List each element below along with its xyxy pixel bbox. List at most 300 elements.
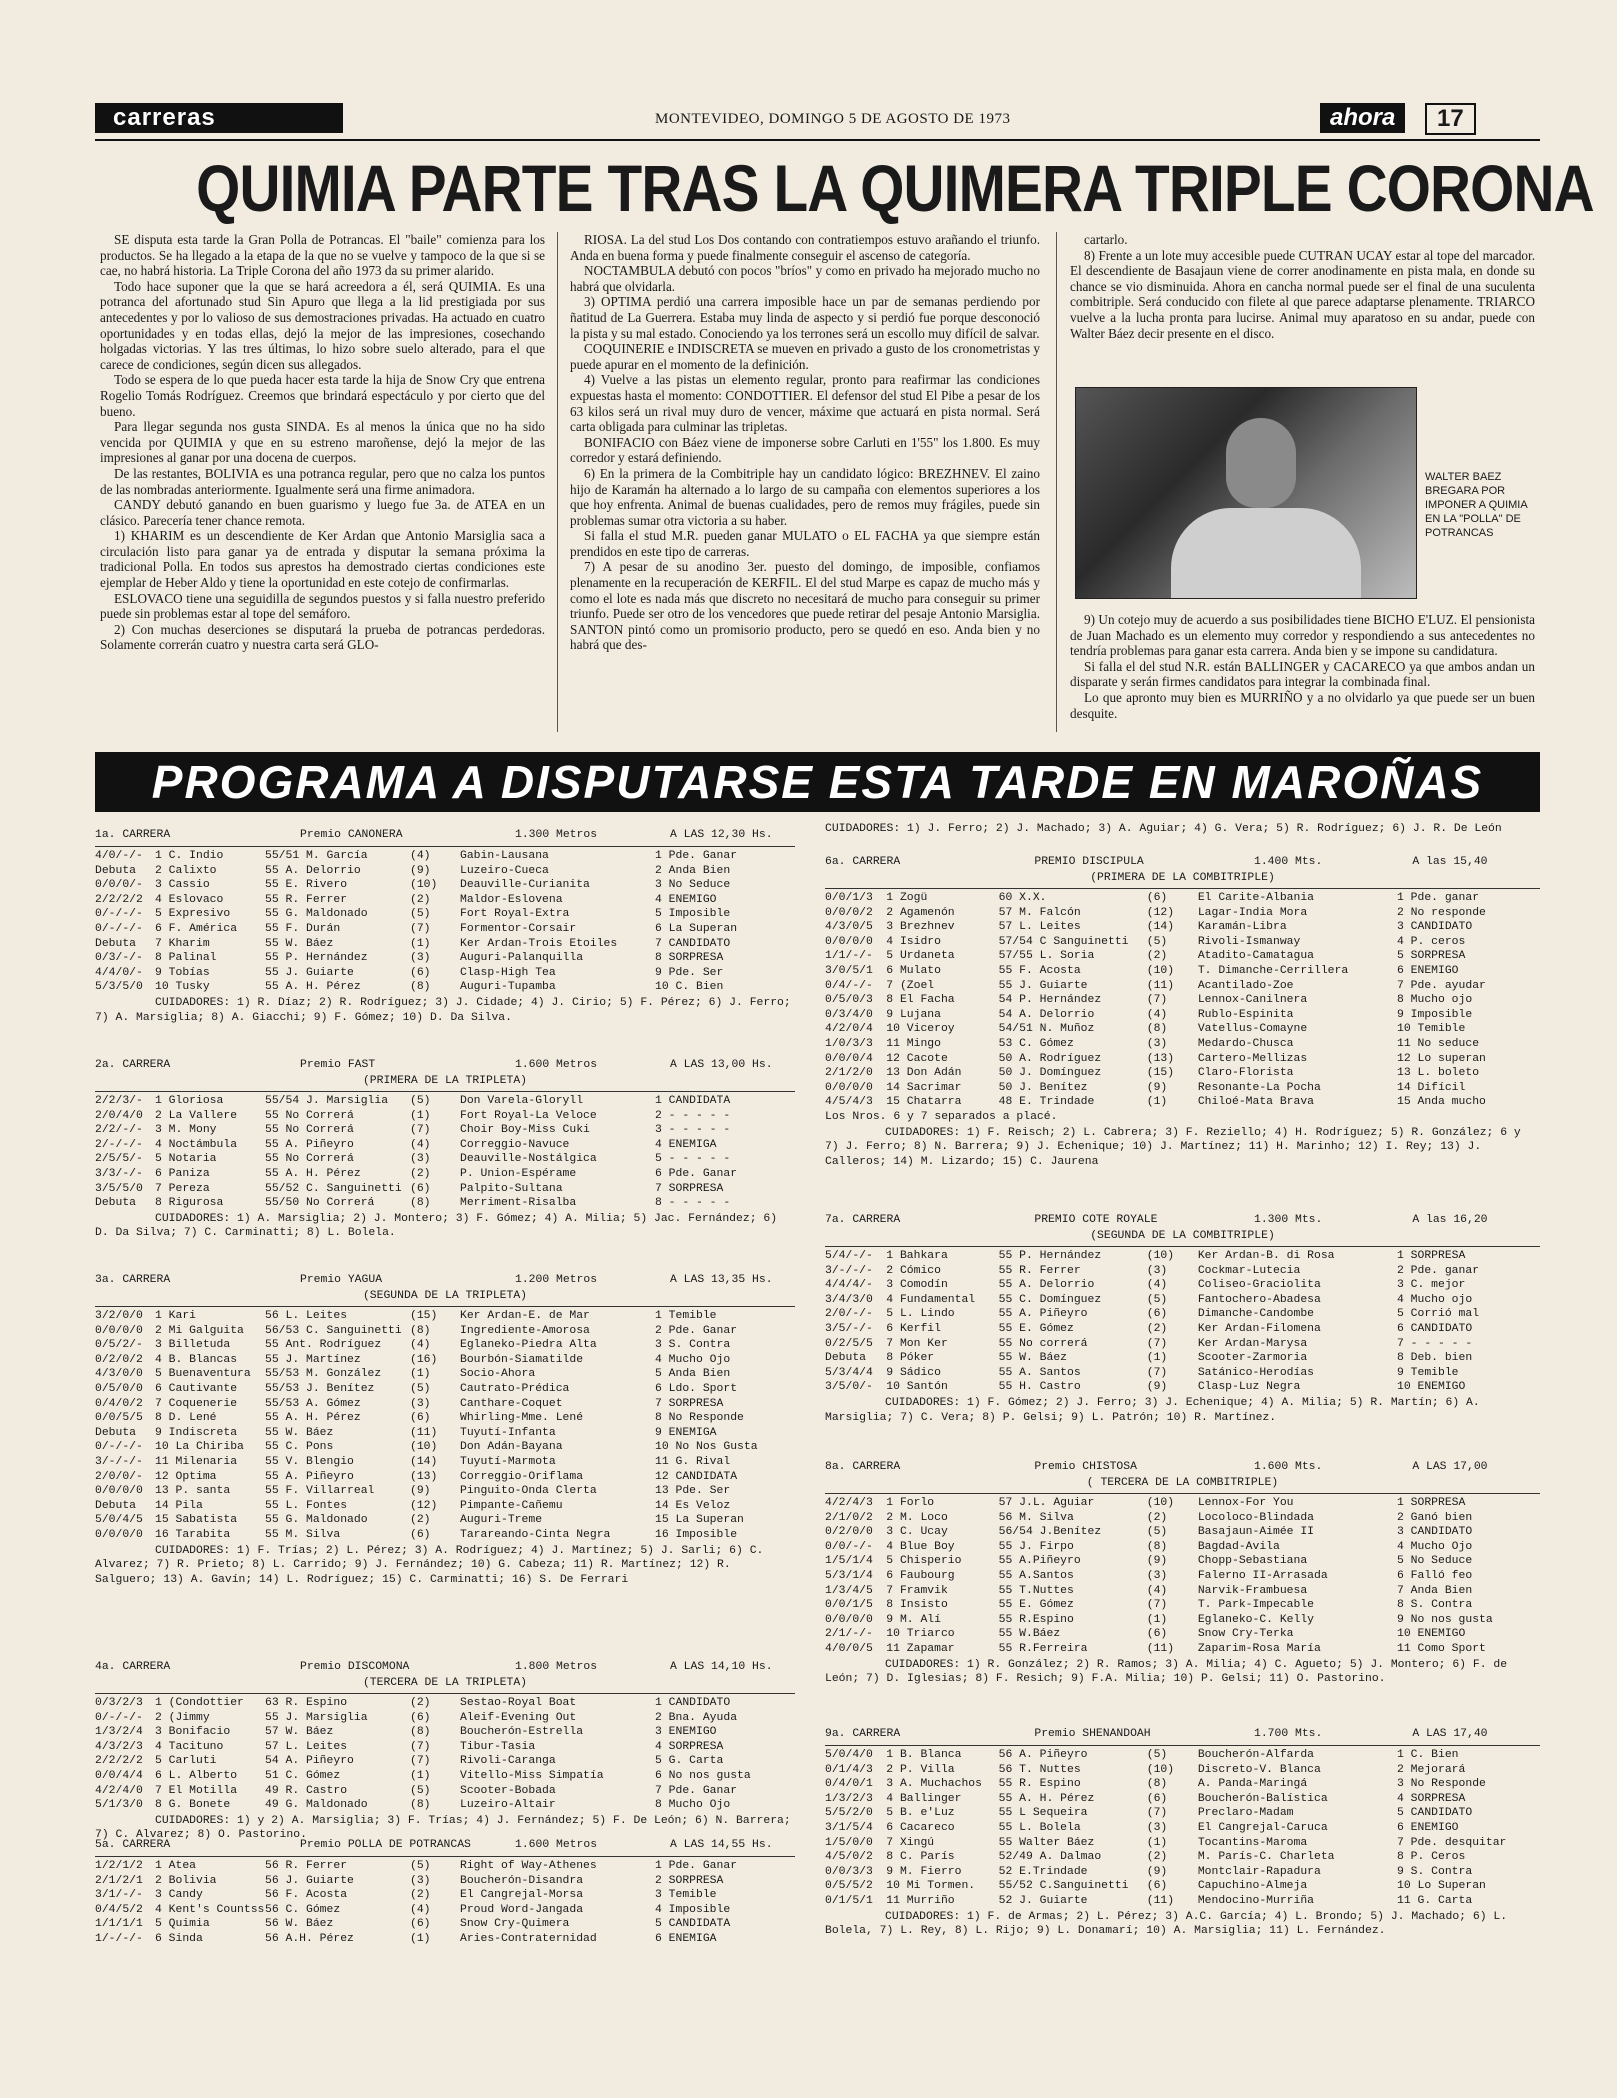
entry-row	[825, 891, 1540, 906]
entry-forecast: 2 Pde. Ganar	[655, 1324, 738, 1337]
race-rule	[825, 1246, 1540, 1247]
race-distance: 1.700 Mts.	[1254, 1728, 1323, 1740]
entry-gate: (8)	[410, 1324, 431, 1337]
column-divider	[1056, 232, 1057, 732]
entry-row	[95, 1528, 795, 1543]
entry-jockey: 56 M. Silva	[998, 1511, 1074, 1524]
entry-gate: (4)	[1146, 1008, 1168, 1021]
entry-horse: 11 Milenaria	[155, 1455, 238, 1468]
entry-forecast: 4 SORPRESA	[1397, 1792, 1466, 1805]
entry-gate: (5)	[410, 908, 431, 921]
entry-jockey: 55 H. Castro	[998, 1381, 1081, 1394]
entry-form: Debuta	[825, 1352, 867, 1365]
entry-row	[825, 1821, 1540, 1836]
entry-forecast: 4 ENEMIGA	[655, 1138, 717, 1151]
entry-row	[95, 1859, 795, 1874]
entry-row	[825, 1748, 1540, 1763]
entry-pedigree: Snow Cry-Terka	[1197, 1628, 1294, 1641]
entry-row	[825, 1264, 1540, 1279]
article-paragraph: Lo que apronto muy bien es MURRIÑO y a no olvidarlo ya que puede ser un buen desquite.	[1070, 689, 1535, 721]
entry-forecast: 10 No Nos Gusta	[655, 1441, 758, 1454]
entry-forecast: 5 Corrió mal	[1397, 1308, 1480, 1321]
entry-pedigree: Auguri-Tupamba	[460, 981, 556, 994]
entry-gate: (4)	[1146, 1279, 1168, 1292]
entry-row	[95, 922, 795, 937]
entry-pedigree: Resonante-La Pocha	[1197, 1081, 1321, 1094]
entry-pedigree: Sestao-Royal Boat	[460, 1697, 577, 1709]
entry-gate: (3)	[410, 1874, 431, 1887]
article-paragraph: SE disputa esta tarde la Gran Polla de Potrancas. El "baile" comienza para los productos. Se ha llegado a la etapa de la que no se vuelve y tampoco de la que si se cae, no habrá historia. La Triple Corona del año 1973 da su primer alarido.	[100, 232, 545, 279]
entry-forecast: 4 ENEMIGO	[655, 893, 717, 906]
entry-pedigree: Gabin-Lausana	[460, 850, 549, 862]
race-time: A las 16,20	[1412, 1214, 1488, 1226]
entry-pedigree: Acantilado-Zoe	[1197, 979, 1294, 992]
entry-form: 3/0/5/1	[825, 964, 873, 977]
entry-horse: 1 Bahkara	[886, 1250, 948, 1262]
entry-forecast: 9 S. Contra	[1397, 1865, 1473, 1878]
article-paragraph: Todo se espera de lo que pueda hacer esta tarde la hija de Snow Cry que entrena Rogelio Tomás Rodríguez. Creemos que brindará espectáculo y por cierto que del bueno.	[100, 372, 545, 419]
entry-horse: 6 Mulato	[886, 964, 941, 977]
entry-pedigree: T. Dimanche-Cerrillera	[1197, 964, 1349, 977]
entry-pedigree: Coliseo-Graciolita	[1197, 1279, 1321, 1292]
entry-forecast: 1 C. Bien	[1397, 1749, 1459, 1761]
race-subtitle: ( TERCERA DE LA COMBITRIPLE)	[1086, 1477, 1279, 1489]
entry-horse: 4 B. Blancas	[155, 1353, 238, 1366]
entry-pedigree: Narvik-Frambuesa	[1197, 1584, 1308, 1597]
entry-forecast: 10 ENEMIGO	[1397, 1381, 1466, 1394]
entry-horse: 4 Isidro	[886, 935, 941, 948]
entry-form: 0/5/0/3	[825, 994, 873, 1007]
article-column-3-continued	[1070, 612, 1535, 737]
entry-pedigree: Eglaneko-C. Kelly	[1197, 1613, 1315, 1626]
entry-horse: 6 Cautivante	[155, 1382, 238, 1395]
entry-pedigree: El Cangrejal-Morsa	[460, 1889, 584, 1902]
entry-jockey: 55 G. Maldonado	[265, 908, 368, 921]
entry-form: 3/3/-/-	[95, 1167, 143, 1180]
program-banner: PROGRAMA A DISPUTARSE ESTA TARDE EN MAROÑAS	[95, 752, 1540, 812]
entry-pedigree: Aleif-Evening Out	[460, 1711, 577, 1724]
entry-gate: (8)	[410, 1726, 431, 1739]
entry-forecast: 2 Bna. Ayuda	[655, 1711, 738, 1724]
entry-horse: 10 Mi Tormen.	[886, 1880, 976, 1893]
entry-jockey: 55/53 M. González	[265, 1368, 382, 1381]
entry-horse: 6 Sinda	[155, 1932, 203, 1945]
entry-pedigree: Ker Ardan-E. de Mar	[460, 1310, 590, 1322]
entry-pedigree: Boucherón-Balística	[1197, 1792, 1328, 1805]
entry-forecast: 2 Pde. ganar	[1397, 1264, 1480, 1277]
entry-gate: (7)	[410, 1755, 431, 1768]
entry-horse: 2 Mi Galguita	[155, 1324, 244, 1337]
entry-row	[95, 1874, 795, 1889]
entry-form: 4/2/4/0	[95, 1784, 143, 1797]
entry-gate: (3)	[410, 952, 431, 965]
entry-horse: 3 Bonifacio	[155, 1726, 231, 1739]
entry-row	[825, 1496, 1540, 1511]
entry-row	[95, 849, 795, 864]
entry-jockey: 55 C. Pons	[265, 1441, 334, 1454]
entry-jockey: 55 G. Maldonado	[265, 1514, 368, 1527]
entry-form: 2/1/2/0	[825, 1067, 873, 1080]
entry-row	[95, 1903, 795, 1918]
entry-row	[825, 979, 1540, 994]
entry-form: 2/2/2/2	[95, 1755, 143, 1768]
entry-gate: (7)	[1146, 1337, 1168, 1350]
entry-jockey: 57 J.L. Aguiar	[998, 1497, 1095, 1509]
race-rule	[825, 1493, 1540, 1494]
entry-pedigree: Zaparim-Rosa María	[1197, 1642, 1321, 1655]
entry-forecast: 4 SORPRESA	[655, 1740, 724, 1753]
headline: QUIMIA PARTE TRAS LA QUIMERA TRIPLE CORONA	[196, 151, 1594, 225]
entry-form: 1/-/-/-	[95, 1932, 143, 1945]
race-block	[95, 828, 795, 1025]
entry-row	[825, 906, 1540, 921]
entry-gate: (8)	[410, 981, 431, 994]
entry-gate: (6)	[1146, 1308, 1168, 1321]
entry-horse: 3 C. Ucay	[886, 1526, 948, 1539]
entry-jockey: 55 No Correrá	[265, 1109, 354, 1122]
entry-jockey: 55 A. Santos	[998, 1366, 1081, 1379]
entry-gate: (2)	[410, 1889, 431, 1902]
entry-row	[825, 1569, 1540, 1584]
entry-gate: (13)	[1146, 1052, 1175, 1065]
entry-row	[825, 993, 1540, 1008]
race-time: A LAS 17,00	[1412, 1461, 1488, 1473]
article-paragraph: De las restantes, BOLIVIA es una potranca regular, pero que no calza los puntos de las nombradas anteriormente. Igualmente será una firme animadora.	[100, 465, 545, 497]
entry-horse: 15 Sabatista	[155, 1514, 238, 1527]
entry-row	[95, 1455, 795, 1470]
entry-form: 1/5/0/0	[825, 1836, 873, 1849]
race-time: A LAS 14,55 Hs.	[670, 1839, 773, 1851]
entry-row	[95, 1484, 795, 1499]
entry-row	[825, 1540, 1540, 1555]
entry-gate: (2)	[410, 893, 431, 906]
entry-gate: (6)	[410, 966, 431, 979]
entry-gate: (7)	[1146, 1366, 1168, 1379]
race-header	[825, 1727, 1540, 1743]
entry-form: 0/0/0/0	[825, 1613, 873, 1626]
entry-forecast: 9 No nos gusta	[1397, 1613, 1493, 1626]
entry-row	[95, 966, 795, 981]
entry-gate: (1)	[410, 1769, 431, 1782]
entry-horse: 4 Fundamental	[886, 1293, 976, 1306]
entry-forecast: 3 C. mejor	[1397, 1279, 1466, 1292]
race-cuidadores: CUIDADORES: 1) y 2) A. Marsiglia; 3) F. Trías; 4) J. Fernández; 5) F. De León; 6) N. Barrera; 7) C. Alvarez; 8) O. Pastorino.	[95, 1814, 791, 1842]
entry-row	[95, 907, 795, 922]
entry-row	[95, 1309, 795, 1324]
entry-form: 0/0/1/5	[825, 1599, 873, 1612]
entry-row	[95, 1094, 795, 1109]
entry-pedigree: Mendocino-Murriña	[1197, 1894, 1315, 1907]
race-header	[825, 1460, 1540, 1476]
column-divider	[557, 232, 558, 732]
entry-horse: 10 Viceroy	[886, 1023, 955, 1036]
entry-gate: (9)	[410, 1485, 431, 1498]
race-time: A LAS 13,35 Hs.	[670, 1274, 773, 1286]
entry-row	[95, 1513, 795, 1528]
race-block	[95, 1273, 795, 1587]
entry-row	[95, 1696, 795, 1711]
entry-form: 4/0/-/-	[95, 850, 143, 862]
entry-forecast: 10 Temible	[1397, 1023, 1466, 1036]
entry-pedigree: El Cangrejal-Caruca	[1197, 1821, 1328, 1834]
entry-jockey: 55 A. H. Pérez	[998, 1792, 1095, 1805]
entry-forecast: 14 Es Veloz	[655, 1499, 731, 1512]
entry-pedigree: Whirling-Mme. Lené	[460, 1412, 584, 1425]
race-rule	[825, 1745, 1540, 1746]
entry-pedigree: Clasp-Luz Negra	[1197, 1381, 1301, 1394]
entry-forecast: 11 G. Carta	[1397, 1894, 1473, 1907]
entry-form: 0/0/0/0	[825, 1081, 873, 1094]
entry-form: 4/0/0/5	[825, 1642, 873, 1655]
entry-form: 4/5/0/2	[825, 1851, 873, 1864]
entry-forecast: 5 Imposible	[655, 908, 731, 921]
entry-forecast: 11 G. Rival	[655, 1455, 731, 1468]
entry-forecast: 13 L. boleto	[1397, 1067, 1480, 1080]
entry-row	[95, 1725, 795, 1740]
entry-row	[825, 1351, 1540, 1366]
entry-jockey: 55 A. H. Pérez	[265, 981, 361, 994]
race-distance: 1.300 Metros	[515, 829, 598, 841]
entry-form: 0/-/-/-	[95, 922, 143, 935]
race-time: A las 15,40	[1412, 856, 1488, 868]
article-paragraph: 2) Con muchas deserciones se disputará la prueba de potrancas perdedoras. Solamente correrán cuatro y nuestra carta será GLO-	[100, 621, 545, 653]
race-cuidadores: CUIDADORES: 1) R. Díaz; 2) R. Rodríguez; 3) J. Cidade; 4) J. Cirio; 5) F. Pérez; 6) J. Ferro; 7) A. Marsiglia; 8) A. Giacchi; 9) F. Gómez; 10) D. Da Silva.	[95, 996, 791, 1024]
entry-jockey: 48 E. Trindade	[998, 1096, 1095, 1109]
entry-jockey: 55 E. Gómez	[998, 1599, 1074, 1612]
race-header	[95, 828, 795, 844]
entry-gate: (10)	[1146, 1250, 1175, 1262]
entry-row	[95, 864, 795, 879]
entry-forecast: 5 CANDIDATO	[1397, 1807, 1473, 1820]
entry-forecast: 5 SORPRESA	[1397, 950, 1466, 963]
entry-forecast: 4 Mucho Ojo	[655, 1353, 731, 1366]
entry-jockey: 57/55 L. Soria	[998, 950, 1095, 963]
race-number: 5a. CARRERA	[95, 1839, 171, 1851]
race-premio: PREMIO DISCIPULA	[1034, 856, 1144, 868]
entry-gate: (1)	[1146, 1352, 1168, 1365]
entry-forecast: 7 SORPRESA	[655, 1397, 724, 1410]
entry-pedigree: T. Park-Impecable	[1197, 1599, 1315, 1612]
entry-row	[95, 1152, 795, 1167]
entry-row	[825, 1792, 1540, 1807]
entry-row	[95, 1109, 795, 1124]
race-subtitle: (SEGUNDA DE LA TRIPLETA)	[362, 1290, 528, 1302]
entry-horse: 8 Insisto	[886, 1599, 948, 1612]
entry-row	[95, 937, 795, 952]
entry-jockey: 55 A.Piñeyro	[998, 1555, 1081, 1568]
entry-row	[825, 1511, 1540, 1526]
entry-gate: (6)	[410, 1528, 431, 1541]
entry-horse: 4 Eslovaco	[155, 893, 224, 906]
entry-pedigree: Rivoli-Ismanway	[1197, 935, 1301, 948]
entry-forecast: 8 Mucho Ojo	[655, 1799, 731, 1812]
entry-form: 5/3/5/0	[95, 981, 143, 994]
entry-gate: (11)	[1146, 1894, 1175, 1907]
entry-pedigree: P. Union-Espérame	[460, 1167, 577, 1180]
race-distance: 1.200 Metros	[515, 1274, 598, 1286]
entry-gate: (3)	[1146, 1821, 1168, 1834]
entry-jockey: 55 J. Guiarte	[265, 966, 354, 979]
entry-row	[825, 1850, 1540, 1865]
entry-form: 0/0/1/3	[825, 892, 873, 904]
entry-jockey: 55 T.Nuttes	[998, 1584, 1074, 1597]
entry-jockey: 55 A. Delorrio	[265, 864, 361, 877]
entry-pedigree: Formentor-Corsair	[460, 922, 577, 935]
photo-figure-face	[1226, 418, 1296, 508]
entry-horse: 5 Notaria	[155, 1153, 217, 1166]
entry-jockey: 60 X.X.	[998, 892, 1047, 904]
entry-pedigree: Boucherón-Alfarda	[1197, 1749, 1315, 1761]
article-paragraph: RIOSA. La del stud Los Dos contando con contratiempos estuvo arañando el triunfo. Anda en buena forma y puede finalmente conseguir el ascenso de categoría.	[570, 232, 1040, 263]
entry-pedigree: Fort Royal-La Veloce	[460, 1109, 597, 1122]
race-number: 3a. CARRERA	[95, 1274, 171, 1286]
entry-pedigree: Ingrediente-Amorosa	[460, 1324, 590, 1337]
entry-form: 2/1/0/2	[825, 1511, 873, 1524]
entry-jockey: 55 No correrá	[998, 1337, 1088, 1350]
race-subtitle: (SEGUNDA DE LA COMBITRIPLE)	[1090, 1230, 1275, 1242]
entry-forecast: 15 La Superan	[655, 1514, 744, 1527]
entry-jockey: 54 A. Piñeyro	[265, 1755, 354, 1768]
entry-row	[825, 1627, 1540, 1642]
entry-horse: 7 Xingú	[886, 1836, 935, 1849]
entry-gate: (12)	[410, 1499, 438, 1512]
entry-jockey: 49 G. Maldonado	[265, 1799, 368, 1812]
entry-jockey: 55 Walter Báez	[998, 1836, 1095, 1849]
entry-gate: (1)	[410, 1109, 431, 1122]
entry-gate: (14)	[1146, 921, 1175, 934]
entry-forecast: 6 Falló feo	[1397, 1569, 1473, 1582]
entry-form: 0/5/2/-	[95, 1339, 143, 1352]
entry-forecast: 8 - - - - -	[655, 1197, 731, 1210]
entry-gate: (11)	[1146, 1642, 1175, 1655]
race-time: A LAS 13,00 Hs.	[670, 1059, 773, 1071]
entry-forecast: 2 No responde	[1397, 906, 1486, 919]
entry-forecast: 5 No Seduce	[1397, 1555, 1473, 1568]
race-time: A LAS 17,40	[1412, 1728, 1488, 1740]
entry-gate: (10)	[1146, 1497, 1175, 1509]
entry-form: 4/3/2/3	[95, 1740, 143, 1753]
section-tag: carreras	[95, 103, 343, 133]
entry-horse: 7 Kharim	[155, 937, 210, 950]
entry-forecast: 2 Anda Bien	[655, 864, 731, 877]
entry-gate: (5)	[410, 1095, 431, 1107]
entry-jockey: 55 E. Rivero	[265, 879, 348, 892]
entry-row	[825, 1095, 1540, 1110]
entry-form: 5/4/-/-	[825, 1250, 873, 1262]
entry-row	[95, 893, 795, 908]
race-premio: Premio POLLA DE POTRANCAS	[300, 1839, 471, 1851]
entry-pedigree: Rublo-Espinita	[1197, 1008, 1294, 1021]
entry-gate: (5)	[1146, 1526, 1168, 1539]
entry-horse: 7 (Zoel	[886, 979, 935, 992]
entry-forecast: 1 Pde. ganar	[1397, 892, 1480, 904]
entry-form: 0/4/0/2	[95, 1397, 143, 1410]
entry-jockey: 53 C. Gómez	[998, 1037, 1074, 1050]
entry-horse: 8 D. Lené	[155, 1412, 217, 1425]
article-paragraph: 4) Vuelve a las pistas un elemento regular, pronto para reafirmar las condiciones expuestas hasta el momento: CONDOTTIER. El defensor del stud El Pibe a pesar de los 63 kilos será un rival muy duro de vencer, máxime que actuará en pista normal. Será carta obligada para culminar las tripletas.	[570, 372, 1040, 435]
entry-pedigree: Locoloco-Blindada	[1197, 1511, 1315, 1524]
entry-jockey: 55 A. H. Pérez	[265, 1167, 361, 1180]
entry-horse: 1 (Condottier	[155, 1697, 244, 1709]
entry-forecast: 8 Mucho ojo	[1397, 994, 1473, 1007]
entry-row	[825, 1613, 1540, 1628]
entry-forecast: 12 Lo superan	[1397, 1052, 1486, 1065]
entry-gate: (11)	[410, 1426, 438, 1439]
entry-row	[825, 1836, 1540, 1851]
entry-jockey: 52 E.Trindade	[998, 1865, 1088, 1878]
entry-gate: (6)	[410, 1182, 431, 1195]
entry-jockey: 50 A. Rodríguez	[998, 1052, 1102, 1065]
entry-horse: 10 Santón	[886, 1381, 948, 1394]
entry-row	[95, 1499, 795, 1514]
entry-horse: 4 Ballinger	[886, 1792, 962, 1805]
entry-gate: (2)	[1146, 950, 1168, 963]
entry-forecast: 14 Difícil	[1397, 1081, 1466, 1094]
entry-pedigree: Luzeiro-Cueca	[460, 864, 549, 877]
entry-jockey: 55 L Sequeira	[998, 1807, 1088, 1820]
article-paragraph: cartarlo.	[1084, 232, 1128, 247]
entry-jockey: 55 F. Villarreal	[265, 1485, 375, 1498]
race-number: 4a. CARRERA	[95, 1661, 171, 1673]
race-distance: 1.600 Metros	[515, 1839, 598, 1851]
entry-horse: 4 Kent's Countss	[155, 1903, 265, 1916]
entry-forecast: 5 G. Carta	[655, 1755, 724, 1768]
entry-pedigree: Chopp-Sebastiana	[1197, 1555, 1308, 1568]
entry-horse: 3 M. Mony	[155, 1124, 217, 1137]
entry-pedigree: Ker Ardan-B. di Rosa	[1197, 1250, 1335, 1262]
entry-forecast: 3 ENEMIGO	[655, 1726, 717, 1739]
entry-forecast: 2 Ganó bien	[1397, 1511, 1473, 1524]
entry-form: 2/2/-/-	[95, 1124, 143, 1137]
entry-jockey: 55 J. Guiarte	[998, 979, 1088, 992]
entry-jockey: 55 A. Delorrio	[998, 1279, 1095, 1292]
entry-jockey: 52/49 A. Dalmao	[998, 1851, 1102, 1864]
entry-pedigree: Tibur-Tasia	[460, 1740, 536, 1753]
entry-horse: 6 Kerfil	[886, 1322, 941, 1335]
entry-gate: (1)	[1146, 1613, 1168, 1626]
article-paragraph: CANDY debutó ganando en buen guarismo y luego fue 3a. de ATEA en un clásico. Parecería tener chance remota.	[100, 497, 545, 528]
entry-form: 1/5/1/4	[825, 1555, 873, 1568]
entry-row	[95, 1397, 795, 1412]
entry-pedigree: Ker Ardan-Filomena	[1197, 1322, 1321, 1335]
entry-row	[825, 1037, 1540, 1052]
entry-pedigree: Right of Way-Athenes	[460, 1860, 597, 1872]
entry-form: 0/3/2/3	[95, 1697, 143, 1709]
entry-jockey: 55 F. Acosta	[998, 964, 1081, 977]
entry-pedigree: Palpito-Sultana	[460, 1182, 563, 1195]
entry-pedigree: Karamán-Libra	[1197, 921, 1287, 934]
entry-forecast: 6 CANDIDATO	[1397, 1322, 1473, 1335]
entry-jockey: 55/52 C. Sanguinetti	[265, 1182, 402, 1195]
entry-jockey: 55 P. Hernández	[265, 952, 368, 965]
entry-gate: (4)	[410, 850, 431, 862]
entry-pedigree: Eglaneko-Piedra Alta	[460, 1339, 597, 1352]
header-rule	[95, 139, 1540, 141]
entry-gate: (16)	[410, 1353, 438, 1366]
entry-jockey: 55 W. Báez	[265, 937, 334, 950]
entry-pedigree: M. París-C. Charleta	[1197, 1851, 1335, 1864]
entry-row	[95, 980, 795, 995]
entry-forecast: 9 ENEMIGA	[655, 1426, 717, 1439]
entry-forecast: 3 S. Contra	[655, 1339, 731, 1352]
entry-gate: (3)	[410, 1397, 431, 1410]
entry-jockey: 55/50 No Correrá	[265, 1197, 375, 1210]
race-time: A LAS 14,10 Hs.	[670, 1661, 773, 1673]
race-rule	[95, 1306, 795, 1307]
entry-pedigree: Claro-Florista	[1197, 1067, 1294, 1080]
entry-pedigree: Correggio-Navuce	[460, 1138, 570, 1151]
entry-horse: 4 Noctámbula	[155, 1138, 238, 1151]
